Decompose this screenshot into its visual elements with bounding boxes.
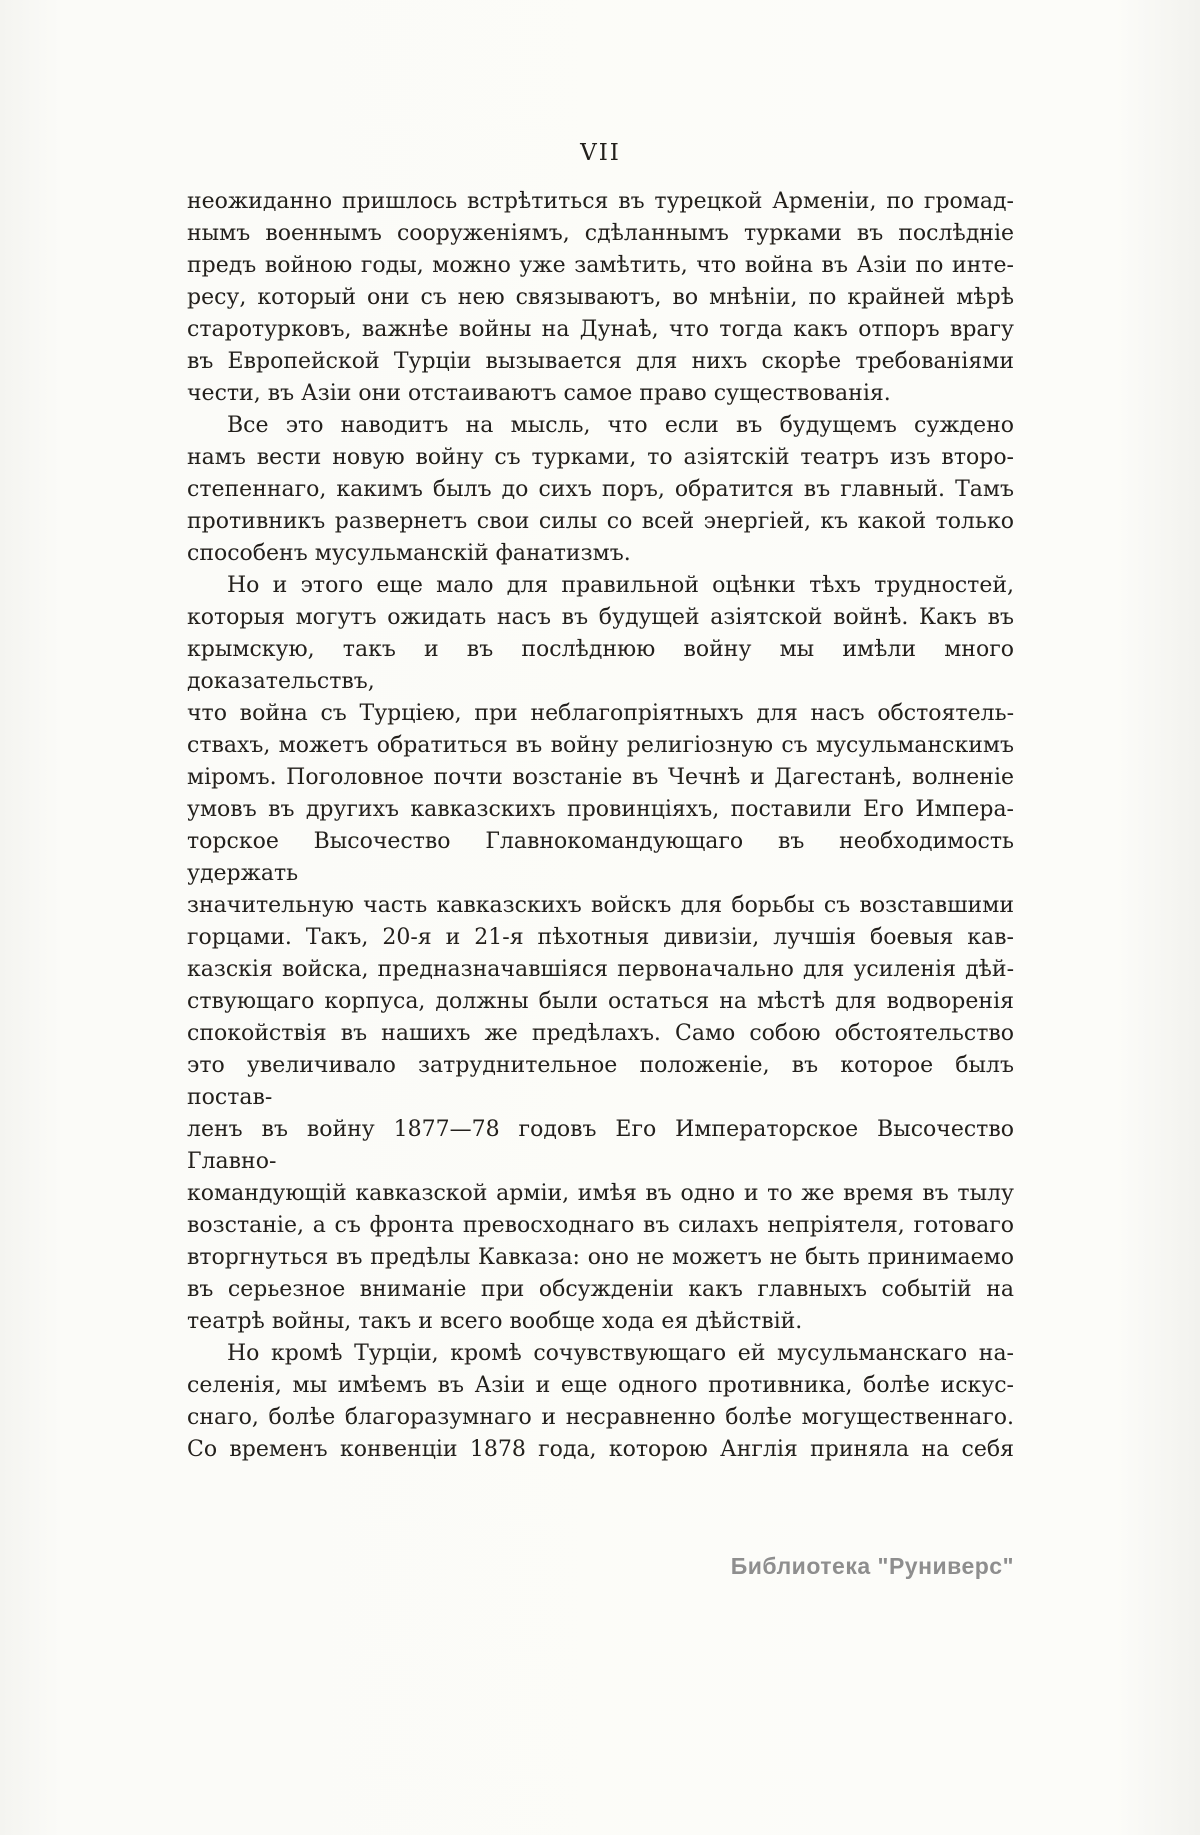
- text-line: это увеличивало затруднительное положеніе, въ которое былъ постав-: [187, 1053, 1014, 1110]
- text-line: противникъ развернетъ свои силы со всей энергіей, къ какой только: [187, 509, 1014, 534]
- text-line: способенъ мусульманскій фанатизмъ.: [187, 541, 631, 566]
- text-line: ленъ въ войну 1877—78 годовъ Его Императорское Высочество Главно-: [187, 1117, 1014, 1174]
- text-line: ствующаго корпуса, должны были остаться на мѣстѣ для водворенія: [187, 989, 1014, 1014]
- text-line: степеннаго, какимъ былъ до сихъ поръ, обратится въ главный. Тамъ: [187, 477, 1014, 502]
- text-line: крымскую, такъ и въ послѣднюю войну мы имѣли много доказательствъ,: [187, 637, 1014, 694]
- text-block: [187, 186, 1014, 1466]
- paragraph: [187, 570, 1014, 1338]
- text-line: Но и этого еще мало для правильной оцѣнки тѣхъ трудностей,: [227, 573, 1014, 598]
- text-line: торское Высочество Главнокомандующаго въ необходимость удержать: [187, 829, 1014, 886]
- text-line: театрѣ войны, такъ и всего вообще хода ея дѣйствій.: [187, 1309, 803, 1334]
- text-line: селенія, мы имѣемъ въ Азіи и еще одного противника, болѣе искус-: [187, 1373, 1014, 1398]
- text-line: командующій кавказской арміи, имѣя въ одно и то же время въ тылу: [187, 1181, 1014, 1206]
- text-line: казскія войска, предназначавшіяся первоначально для усиленія дѣй-: [187, 957, 1014, 982]
- text-line: вторгнуться въ предѣлы Кавказа: оно не можетъ не быть принимаемо: [187, 1245, 1014, 1270]
- text-line: спокойствія въ нашихъ же предѣлахъ. Само собою обстоятельство: [187, 1021, 1014, 1046]
- text-line: чести, въ Азіи они отстаиваютъ самое право существованія.: [187, 381, 891, 406]
- text-line: которыя могутъ ожидать насъ въ будущей азіятской войнѣ. Какъ въ: [187, 605, 1014, 630]
- text-line: Но кромѣ Турціи, кромѣ сочувствующаго ей мусульманскаго на-: [227, 1341, 1014, 1366]
- text-line: Все это наводитъ на мысль, что если въ будущемъ суждено: [227, 413, 1014, 438]
- text-line: предъ войною годы, можно уже замѣтить, что война въ Азіи по инте-: [187, 253, 1014, 278]
- text-line: ресу, который они съ нею связываютъ, во мнѣніи, по крайней мѣрѣ: [187, 285, 1014, 310]
- text-line: нымъ военнымъ сооруженіямъ, сдѣланнымъ турками въ послѣдніе: [187, 221, 1014, 246]
- text-line: что война съ Турціею, при неблагопріятныхъ для насъ обстоятель-: [187, 701, 1014, 726]
- text-line: снаго, болѣе благоразумнаго и несравненно болѣе могущественнаго.: [187, 1405, 1014, 1430]
- page-number: VII: [580, 140, 621, 166]
- text-line: значительную часть кавказскихъ войскъ для борьбы съ возставшими: [187, 893, 1014, 918]
- text-line: въ Европейской Турціи вызывается для нихъ скорѣе требованіями: [187, 349, 1014, 374]
- text-line: неожиданно пришлось встрѣтиться въ турецкой Арменіи, по громад-: [187, 189, 1014, 214]
- text-line: міромъ. Поголовное почти возстаніе въ Чечнѣ и Дагестанѣ, волненіе: [187, 765, 1014, 790]
- text-line: горцами. Такъ, 20-я и 21-я пѣхотныя дивизіи, лучшія боевыя кав-: [187, 925, 1014, 950]
- text-line: ствахъ, можетъ обратиться въ войну религіозную съ мусульманскимъ: [187, 733, 1014, 758]
- text-line: въ серьезное вниманіе при обсужденіи какъ главныхъ событій на: [187, 1277, 1014, 1302]
- text-line: возстаніе, а съ фронта превосходнаго въ силахъ непріятеля, готоваго: [187, 1213, 1014, 1238]
- text-line: намъ вести новую войну съ турками, то азіятскій театръ изъ второ-: [187, 445, 1014, 470]
- paragraph: [187, 410, 1014, 570]
- library-watermark: Библиотека "Руниверс": [730, 1553, 1014, 1579]
- text-line: старотурковъ, важнѣе войны на Дунаѣ, что тогда какъ отпоръ врагу: [187, 317, 1014, 342]
- paragraph: [187, 1338, 1014, 1466]
- text-line: Со временъ конвенціи 1878 года, которою Англія приняла на себя: [187, 1437, 1014, 1462]
- paragraph: [187, 186, 1014, 410]
- text-line: умовъ въ другихъ кавказскихъ провинціяхъ, поставили Его Импера-: [187, 797, 1014, 822]
